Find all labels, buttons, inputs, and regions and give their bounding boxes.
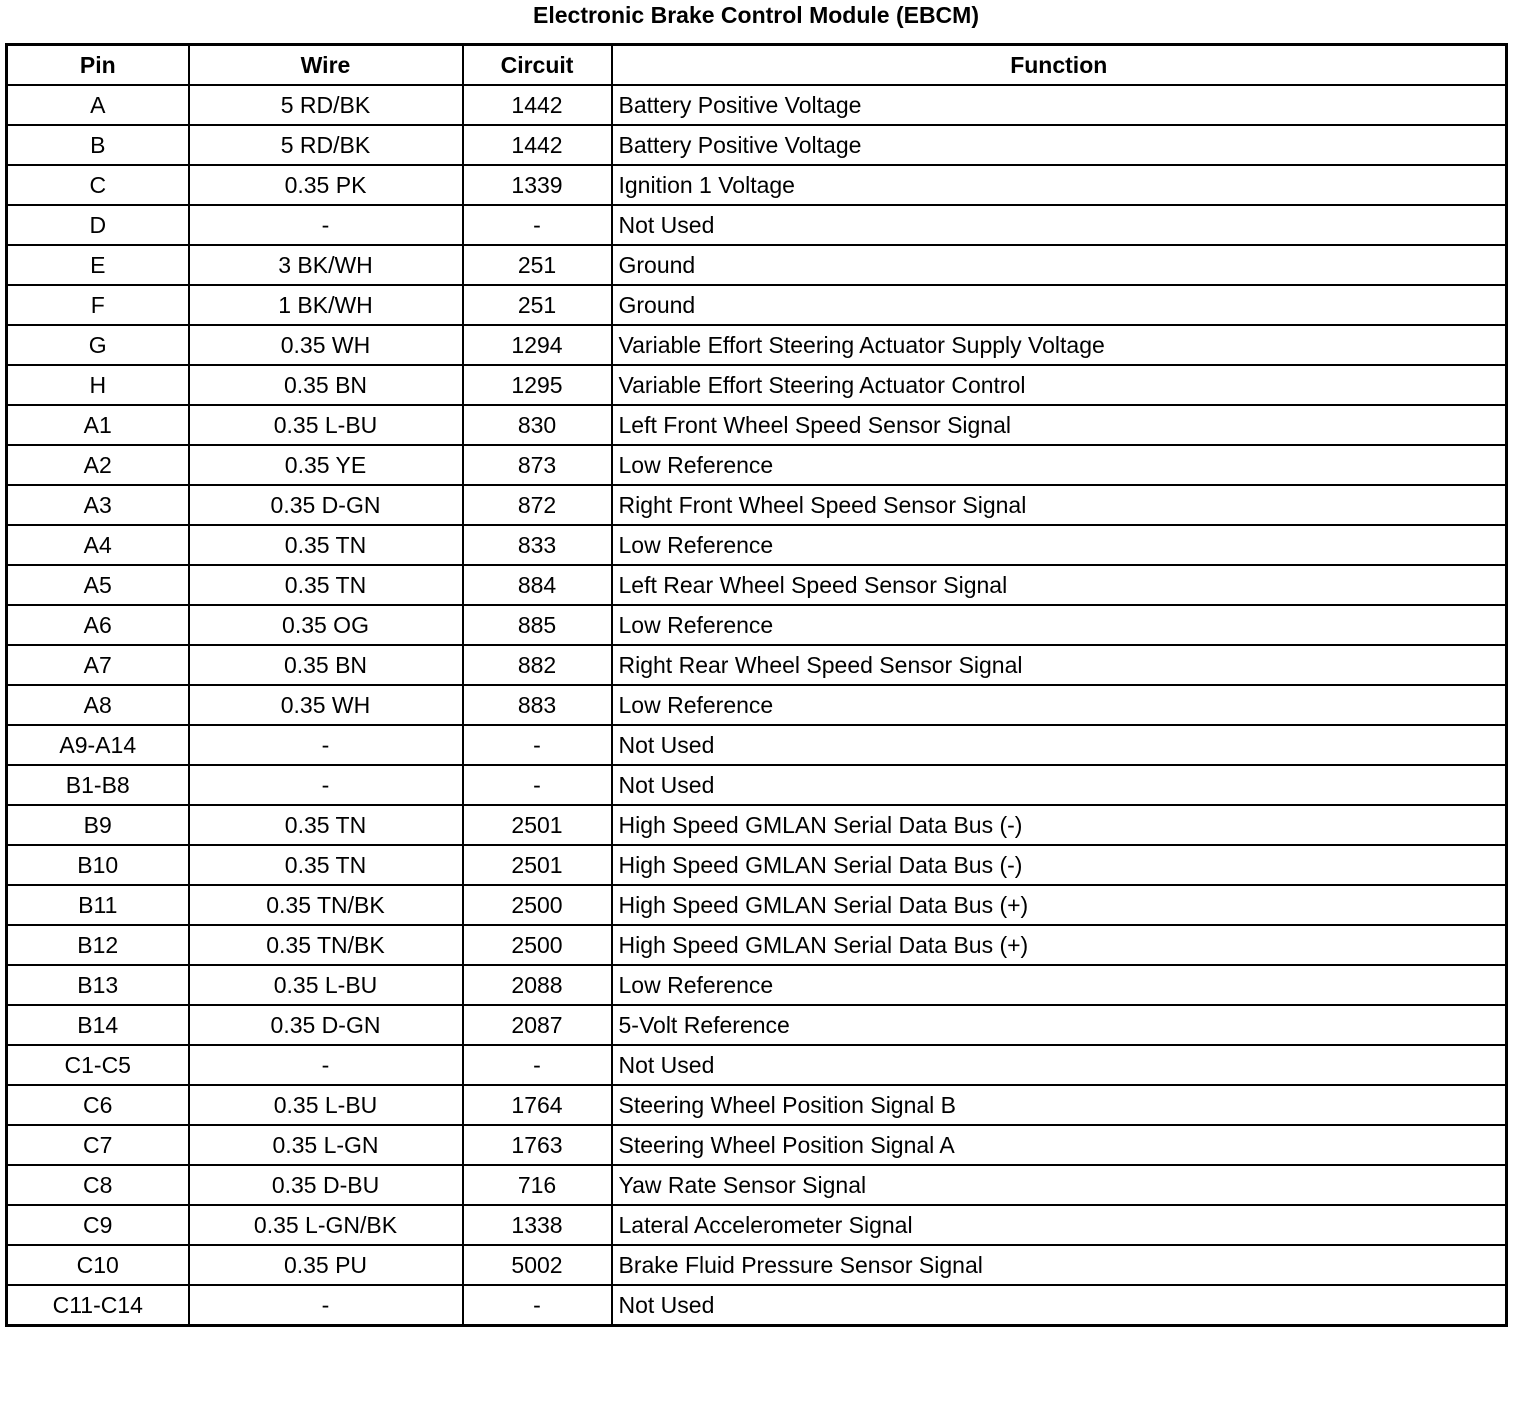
column-header-circuit: Circuit <box>463 45 612 86</box>
function-cell: Low Reference <box>612 605 1507 645</box>
table-header <box>7 45 1507 86</box>
page-title: Electronic Brake Control Module (EBCM) <box>533 2 979 28</box>
table-row <box>7 485 1507 525</box>
pin-cell: B1-B8 <box>7 765 189 805</box>
table-row <box>7 965 1507 1005</box>
circuit-cell: 1295 <box>463 365 612 405</box>
table-row <box>7 765 1507 805</box>
circuit-cell: - <box>463 725 612 765</box>
table-row <box>7 125 1507 165</box>
function-cell: Low Reference <box>612 685 1507 725</box>
circuit-cell: - <box>463 1045 612 1085</box>
table-row <box>7 405 1507 445</box>
table-row <box>7 845 1507 885</box>
wire-cell: 0.35 TN/BK <box>189 885 463 925</box>
function-cell: Not Used <box>612 1285 1507 1326</box>
function-cell: High Speed GMLAN Serial Data Bus (-) <box>612 805 1507 845</box>
table-row <box>7 1165 1507 1205</box>
pin-cell: A8 <box>7 685 189 725</box>
wire-cell: 0.35 L-BU <box>189 405 463 445</box>
wire-cell: 0.35 TN <box>189 845 463 885</box>
circuit-cell: 884 <box>463 565 612 605</box>
table-row <box>7 1285 1507 1326</box>
circuit-cell: 5002 <box>463 1245 612 1285</box>
wire-cell: 5 RD/BK <box>189 125 463 165</box>
pin-cell: F <box>7 285 189 325</box>
wire-cell: - <box>189 765 463 805</box>
table-row <box>7 525 1507 565</box>
pin-cell: B11 <box>7 885 189 925</box>
function-cell: Not Used <box>612 765 1507 805</box>
column-header-pin: Pin <box>7 45 189 86</box>
circuit-cell: 1442 <box>463 125 612 165</box>
function-cell: Not Used <box>612 1045 1507 1085</box>
table-row <box>7 365 1507 405</box>
table-row <box>7 685 1507 725</box>
column-header-function: Function <box>612 45 1507 86</box>
wire-cell: 3 BK/WH <box>189 245 463 285</box>
circuit-cell: - <box>463 765 612 805</box>
pin-cell: C11-C14 <box>7 1285 189 1326</box>
table-row <box>7 565 1507 605</box>
pin-cell: A3 <box>7 485 189 525</box>
table-row <box>7 205 1507 245</box>
function-cell: Low Reference <box>612 965 1507 1005</box>
circuit-cell: 1338 <box>463 1205 612 1245</box>
function-cell: Variable Effort Steering Actuator Control <box>612 365 1507 405</box>
wire-cell: 0.35 D-GN <box>189 485 463 525</box>
pin-cell: C10 <box>7 1245 189 1285</box>
pin-cell: A7 <box>7 645 189 685</box>
circuit-cell: 883 <box>463 685 612 725</box>
function-cell: High Speed GMLAN Serial Data Bus (+) <box>612 885 1507 925</box>
pin-cell: C9 <box>7 1205 189 1245</box>
pin-cell: C6 <box>7 1085 189 1125</box>
wire-cell: 0.35 YE <box>189 445 463 485</box>
wire-cell: 5 RD/BK <box>189 85 463 125</box>
circuit-cell: 251 <box>463 245 612 285</box>
table-row <box>7 805 1507 845</box>
pin-cell: B10 <box>7 845 189 885</box>
pin-cell: B14 <box>7 1005 189 1045</box>
table-body <box>7 85 1507 1326</box>
function-cell: 5-Volt Reference <box>612 1005 1507 1045</box>
pin-cell: C8 <box>7 1165 189 1205</box>
function-cell: Not Used <box>612 205 1507 245</box>
circuit-cell: 833 <box>463 525 612 565</box>
function-cell: Variable Effort Steering Actuator Supply Voltage <box>612 325 1507 365</box>
table-row <box>7 1205 1507 1245</box>
table-row <box>7 85 1507 125</box>
wire-cell: 0.35 PU <box>189 1245 463 1285</box>
circuit-cell: 2501 <box>463 845 612 885</box>
wire-cell: 0.35 TN <box>189 525 463 565</box>
circuit-cell: 2500 <box>463 925 612 965</box>
wire-cell: 0.35 TN <box>189 805 463 845</box>
function-cell: Steering Wheel Position Signal B <box>612 1085 1507 1125</box>
function-cell: Lateral Accelerometer Signal <box>612 1205 1507 1245</box>
function-cell: Low Reference <box>612 445 1507 485</box>
function-cell: High Speed GMLAN Serial Data Bus (+) <box>612 925 1507 965</box>
circuit-cell: 2087 <box>463 1005 612 1045</box>
pin-cell: E <box>7 245 189 285</box>
function-cell: Right Front Wheel Speed Sensor Signal <box>612 485 1507 525</box>
function-cell: Left Front Wheel Speed Sensor Signal <box>612 405 1507 445</box>
function-cell: Battery Positive Voltage <box>612 85 1507 125</box>
circuit-cell: 1763 <box>463 1125 612 1165</box>
circuit-cell: 1294 <box>463 325 612 365</box>
circuit-cell: 882 <box>463 645 612 685</box>
wire-cell: 0.35 WH <box>189 325 463 365</box>
pin-cell: A6 <box>7 605 189 645</box>
function-cell: Right Rear Wheel Speed Sensor Signal <box>612 645 1507 685</box>
pin-cell: A <box>7 85 189 125</box>
pin-cell: H <box>7 365 189 405</box>
circuit-cell: 1339 <box>463 165 612 205</box>
table-row <box>7 1005 1507 1045</box>
circuit-cell: 872 <box>463 485 612 525</box>
circuit-cell: 2501 <box>463 805 612 845</box>
wire-cell: 0.35 L-GN <box>189 1125 463 1165</box>
function-cell: Ignition 1 Voltage <box>612 165 1507 205</box>
function-cell: Ground <box>612 285 1507 325</box>
circuit-cell: 251 <box>463 285 612 325</box>
wire-cell: 1 BK/WH <box>189 285 463 325</box>
header-row <box>7 45 1507 86</box>
pin-cell: A2 <box>7 445 189 485</box>
wire-cell: 0.35 BN <box>189 645 463 685</box>
circuit-cell: 1764 <box>463 1085 612 1125</box>
pin-cell: C1-C5 <box>7 1045 189 1085</box>
table-row <box>7 1245 1507 1285</box>
table-row <box>7 725 1507 765</box>
pin-cell: B13 <box>7 965 189 1005</box>
circuit-cell: 885 <box>463 605 612 645</box>
pin-cell: C7 <box>7 1125 189 1165</box>
table-row <box>7 925 1507 965</box>
table-row <box>7 1085 1507 1125</box>
wire-cell: 0.35 TN <box>189 565 463 605</box>
circuit-cell: 2088 <box>463 965 612 1005</box>
table-row <box>7 445 1507 485</box>
pin-cell: A9-A14 <box>7 725 189 765</box>
circuit-cell: 2500 <box>463 885 612 925</box>
wire-cell: 0.35 OG <box>189 605 463 645</box>
wire-cell: - <box>189 725 463 765</box>
wire-cell: - <box>189 1285 463 1326</box>
function-cell: Yaw Rate Sensor Signal <box>612 1165 1507 1205</box>
function-cell: Not Used <box>612 725 1507 765</box>
circuit-cell: 1442 <box>463 85 612 125</box>
wire-cell: - <box>189 205 463 245</box>
wire-cell: 0.35 L-BU <box>189 1085 463 1125</box>
pin-cell: B12 <box>7 925 189 965</box>
circuit-cell: 873 <box>463 445 612 485</box>
wire-cell: 0.35 L-BU <box>189 965 463 1005</box>
column-header-wire: Wire <box>189 45 463 86</box>
wire-cell: 0.35 TN/BK <box>189 925 463 965</box>
table-row <box>7 885 1507 925</box>
connector-pin-table <box>5 43 1508 1327</box>
pin-cell: A4 <box>7 525 189 565</box>
wire-cell: 0.35 WH <box>189 685 463 725</box>
table-row <box>7 605 1507 645</box>
wire-cell: - <box>189 1045 463 1085</box>
function-cell: Steering Wheel Position Signal A <box>612 1125 1507 1165</box>
table-row <box>7 245 1507 285</box>
wire-cell: 0.35 D-BU <box>189 1165 463 1205</box>
circuit-cell: - <box>463 205 612 245</box>
pin-cell: B <box>7 125 189 165</box>
pin-cell: D <box>7 205 189 245</box>
pin-cell: C <box>7 165 189 205</box>
table-row <box>7 325 1507 365</box>
table-row <box>7 1125 1507 1165</box>
function-cell: Low Reference <box>612 525 1507 565</box>
wire-cell: 0.35 D-GN <box>189 1005 463 1045</box>
circuit-cell: 830 <box>463 405 612 445</box>
pin-cell: G <box>7 325 189 365</box>
function-cell: Brake Fluid Pressure Sensor Signal <box>612 1245 1507 1285</box>
function-cell: High Speed GMLAN Serial Data Bus (-) <box>612 845 1507 885</box>
wire-cell: 0.35 PK <box>189 165 463 205</box>
table-row <box>7 285 1507 325</box>
pin-cell: A1 <box>7 405 189 445</box>
table-row <box>7 1045 1507 1085</box>
pin-cell: A5 <box>7 565 189 605</box>
circuit-cell: 716 <box>463 1165 612 1205</box>
circuit-cell: - <box>463 1285 612 1326</box>
pin-cell: B9 <box>7 805 189 845</box>
function-cell: Ground <box>612 245 1507 285</box>
wire-cell: 0.35 L-GN/BK <box>189 1205 463 1245</box>
function-cell: Battery Positive Voltage <box>612 125 1507 165</box>
wire-cell: 0.35 BN <box>189 365 463 405</box>
table-row <box>7 165 1507 205</box>
function-cell: Left Rear Wheel Speed Sensor Signal <box>612 565 1507 605</box>
table-row <box>7 645 1507 685</box>
